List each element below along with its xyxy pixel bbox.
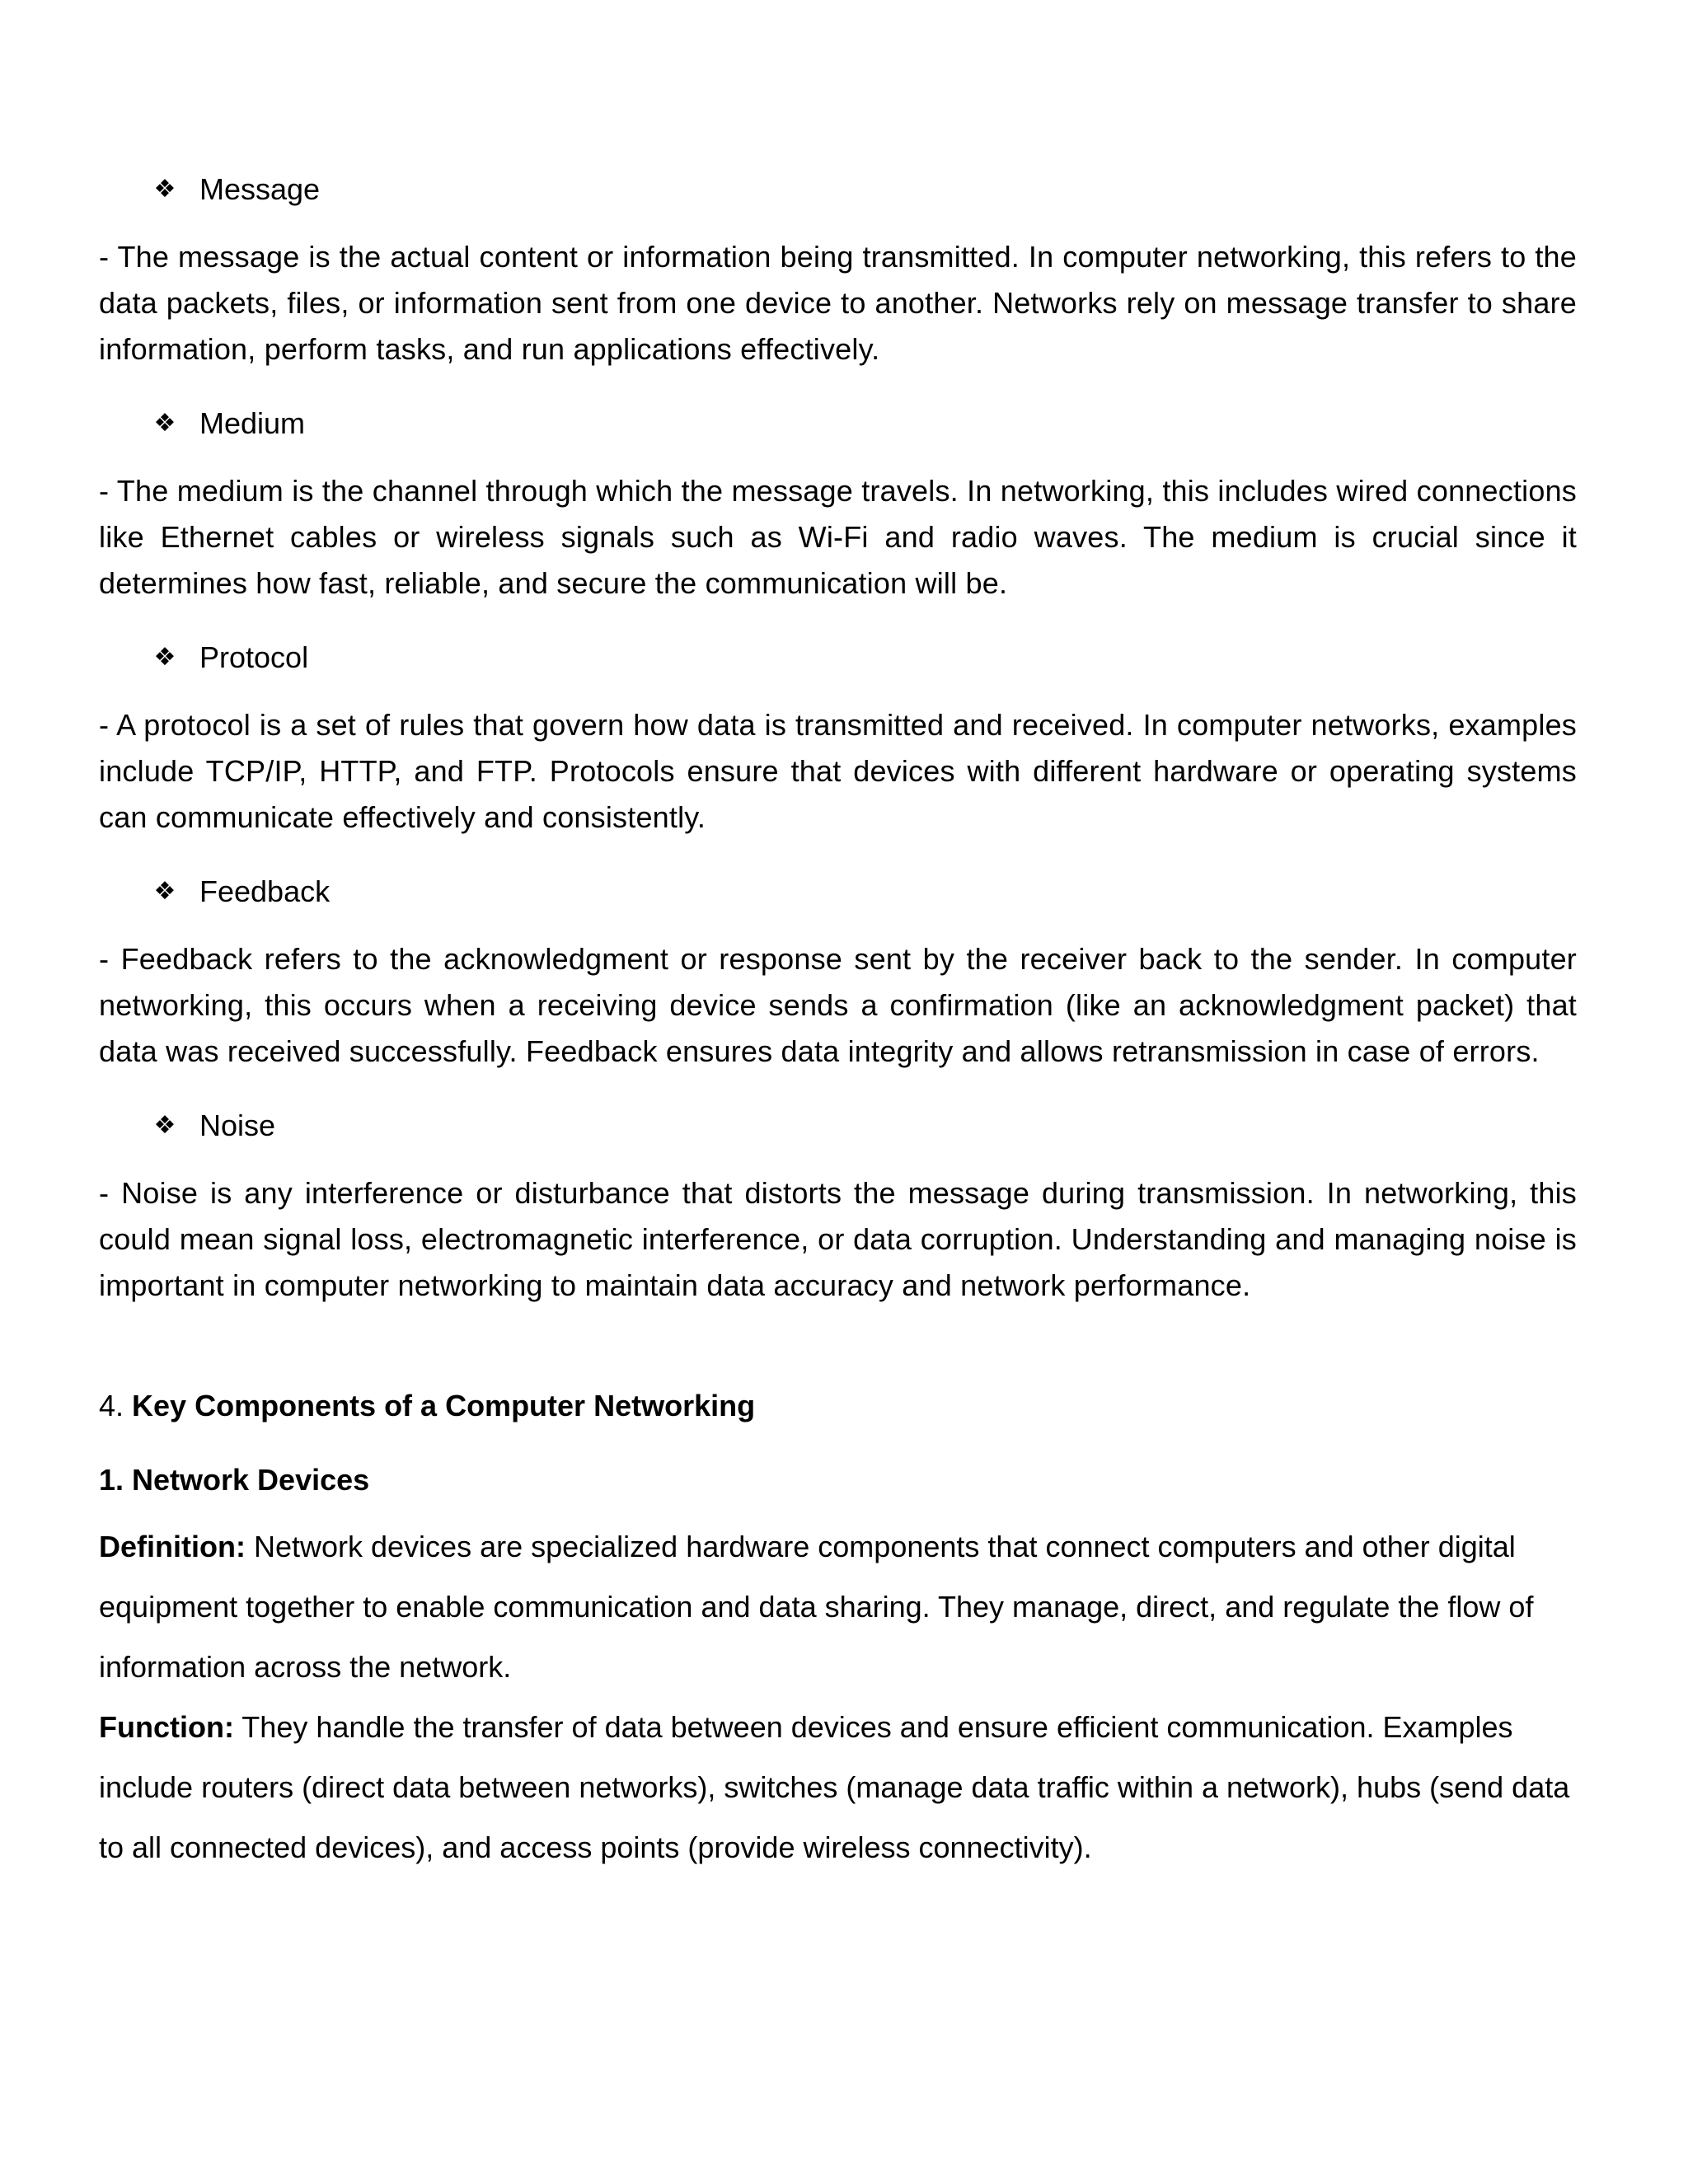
paragraph-feedback: - Feedback refers to the acknowledgment or response sent by the receiver back to the sender. In computer networking, this occurs when a receiving device sends a confirmation (like an acknowledgment packet) that data was received successfully. Feedback ensures data integrity and allows retransmission in case of errors. <box>99 942 1577 1068</box>
section-title: Key Components of a Computer Networking <box>132 1389 756 1422</box>
bullet-heading-medium <box>150 399 1577 448</box>
paragraph-medium: - The medium is the channel through which the message travels. In networking, this includes wired connections like Ethernet cables or wireless signals such as Wi-Fi and radio waves. The medium is crucial since it determines how fast, reliable, and secure the communication will be. <box>99 474 1577 600</box>
bullet-title: Message <box>199 172 321 206</box>
diamond-bullet-icon: ❖ <box>153 1112 176 1139</box>
bullet-title: Noise <box>199 1108 276 1142</box>
bullet-heading-protocol <box>150 633 1577 682</box>
definition-label: Definition: <box>99 1530 246 1563</box>
subsection-heading: 1. Network Devices <box>99 1463 370 1497</box>
document-page <box>99 165 1577 1877</box>
bullet-heading-noise <box>150 1101 1577 1151</box>
function-text: They handle the transfer of data between devices and ensure efficient communication. Examples include routers (direct data between networks), switches (manage data traffic within a network), hubs (send data to all connected devices), and access points (provide wireless connectivity). <box>99 1710 1570 1864</box>
spacer <box>99 1335 1577 1383</box>
section-heading <box>99 1383 1577 1429</box>
diamond-bullet-icon: ❖ <box>153 176 176 203</box>
bullet-title: Feedback <box>199 874 331 908</box>
definition-paragraph <box>99 1516 1577 1697</box>
section-number: 4. <box>99 1389 133 1422</box>
bullet-title: Protocol <box>199 640 309 674</box>
bullet-heading-feedback <box>150 867 1577 916</box>
definition-text: Network devices are specialized hardware components that connect computers and other digital equipment together to enable communication and data sharing. They manage, direct, and regulate the flow of information across the network. <box>99 1530 1534 1684</box>
paragraph-protocol: - A protocol is a set of rules that govern how data is transmitted and received. In computer networks, examples include TCP/IP, HTTP, and FTP. Protocols ensure that devices with different hardware or operating systems can communicate effectively and consistently. <box>99 708 1577 834</box>
bullet-title: Medium <box>199 406 306 440</box>
paragraph-message: - The message is the actual content or information being transmitted. In computer networking, this refers to the data packets, files, or information sent from one device to another. Networks rely on message transfer to share information, perform tasks, and run applications effectively. <box>99 240 1577 366</box>
diamond-bullet-icon: ❖ <box>153 644 176 671</box>
diamond-bullet-icon: ❖ <box>153 410 176 437</box>
diamond-bullet-icon: ❖ <box>153 878 176 905</box>
paragraph-noise: - Noise is any interference or disturbance that distorts the message during transmission. In networking, this could mean signal loss, electromagnetic interference, or data corruption. Understanding and managing noise is important in computer networking to maintain data accuracy and network performance. <box>99 1176 1577 1302</box>
function-paragraph <box>99 1697 1577 1877</box>
bullet-heading-message <box>150 165 1577 214</box>
function-label: Function: <box>99 1710 234 1744</box>
